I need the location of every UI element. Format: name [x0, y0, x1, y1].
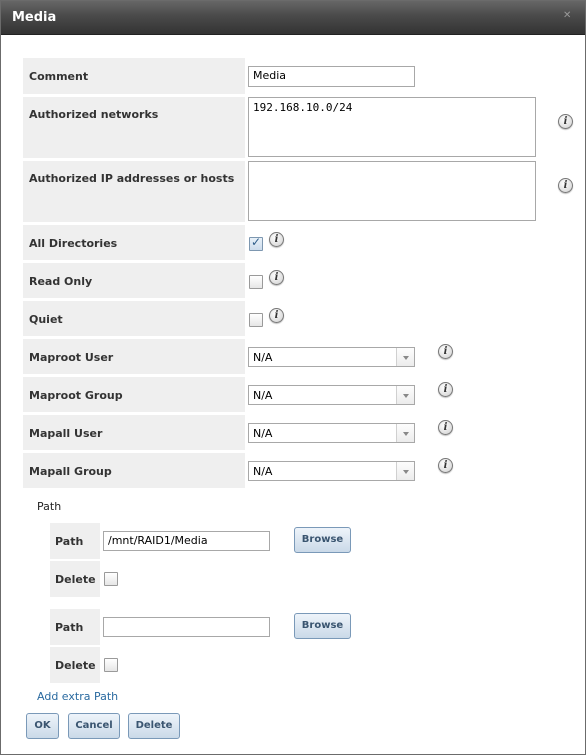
mapall-group-label-cell — [23, 453, 245, 488]
info-icon[interactable]: i — [269, 232, 284, 247]
maproot-user-select[interactable] — [248, 347, 415, 367]
maproot-user-value: N/A — [253, 351, 273, 364]
maproot-user-label: Maproot User — [29, 351, 114, 364]
info-icon[interactable]: i — [438, 382, 453, 397]
all-directories-label-cell — [23, 225, 245, 260]
info-icon[interactable]: i — [438, 344, 453, 359]
path-input[interactable] — [103, 617, 270, 637]
path-label: Path — [55, 621, 84, 634]
delete-button[interactable]: Delete — [128, 713, 180, 739]
chevron-down-icon[interactable] — [396, 348, 414, 366]
authorized-networks-label-cell — [23, 97, 245, 158]
mapall-user-label-cell — [23, 415, 245, 450]
info-icon[interactable]: i — [269, 270, 284, 285]
read-only-label-cell — [23, 263, 245, 298]
comment-label: Comment — [29, 70, 89, 83]
form-body — [1, 36, 585, 754]
authorized-hosts-label: Authorized IP addresses or hosts — [29, 172, 235, 185]
checkmark-icon: ✓ — [251, 235, 262, 249]
quiet-label-cell — [23, 301, 245, 336]
dialog-title: Media — [12, 10, 57, 25]
mapall-user-value: N/A — [253, 427, 273, 440]
delete-path-checkbox[interactable] — [104, 572, 118, 586]
cancel-button[interactable]: Cancel — [68, 713, 120, 739]
info-icon[interactable]: i — [438, 458, 453, 473]
mapall-group-value: N/A — [253, 465, 273, 478]
delete-path-checkbox[interactable] — [104, 658, 118, 672]
authorized-hosts-textarea[interactable] — [248, 161, 536, 221]
all-directories-checkbox[interactable] — [249, 237, 263, 251]
mapall-user-label: Mapall User — [29, 427, 103, 440]
info-icon[interactable]: i — [269, 308, 284, 323]
info-icon[interactable]: i — [438, 420, 453, 435]
maproot-group-label-cell — [23, 377, 245, 412]
read-only-checkbox[interactable] — [249, 275, 263, 289]
maproot-group-label: Maproot Group — [29, 389, 123, 402]
comment-label-cell — [23, 58, 245, 94]
mapall-user-select[interactable] — [248, 423, 415, 443]
chevron-down-icon[interactable] — [396, 424, 414, 442]
maproot-group-value: N/A — [253, 389, 273, 402]
delete-label-cell — [50, 647, 100, 683]
authorized-hosts-label-cell — [23, 161, 245, 222]
maproot-group-select[interactable] — [248, 385, 415, 405]
delete-label: Delete — [55, 573, 96, 586]
chevron-down-icon[interactable] — [396, 386, 414, 404]
path-label-cell — [50, 609, 100, 645]
path-section-label: Path — [37, 500, 62, 513]
quiet-label: Quiet — [29, 313, 63, 326]
title-bar[interactable] — [1, 1, 585, 35]
delete-label: Delete — [55, 659, 96, 672]
mapall-group-label: Mapall Group — [29, 465, 112, 478]
all-directories-label: All Directories — [29, 237, 118, 250]
chevron-down-icon[interactable] — [396, 462, 414, 480]
read-only-label: Read Only — [29, 275, 93, 288]
path-label-cell — [50, 523, 100, 559]
browse-button[interactable]: Browse — [294, 613, 351, 639]
path-input[interactable]: /mnt/RAID1/Media — [103, 531, 270, 551]
mapall-group-select[interactable] — [248, 461, 415, 481]
comment-input[interactable]: Media — [248, 66, 415, 87]
path-label: Path — [55, 535, 84, 548]
info-icon[interactable]: i — [558, 178, 573, 193]
authorized-networks-textarea[interactable]: 192.168.10.0/24 — [248, 97, 536, 157]
close-icon[interactable]: ✕ — [563, 10, 572, 21]
info-icon[interactable]: i — [558, 114, 573, 129]
maproot-user-label-cell — [23, 339, 245, 374]
ok-button[interactable]: OK — [26, 713, 59, 739]
quiet-checkbox[interactable] — [249, 313, 263, 327]
browse-button[interactable]: Browse — [294, 527, 351, 553]
add-extra-path-link[interactable]: Add extra Path — [37, 690, 119, 703]
authorized-networks-label: Authorized networks — [29, 108, 159, 121]
delete-label-cell — [50, 561, 100, 597]
